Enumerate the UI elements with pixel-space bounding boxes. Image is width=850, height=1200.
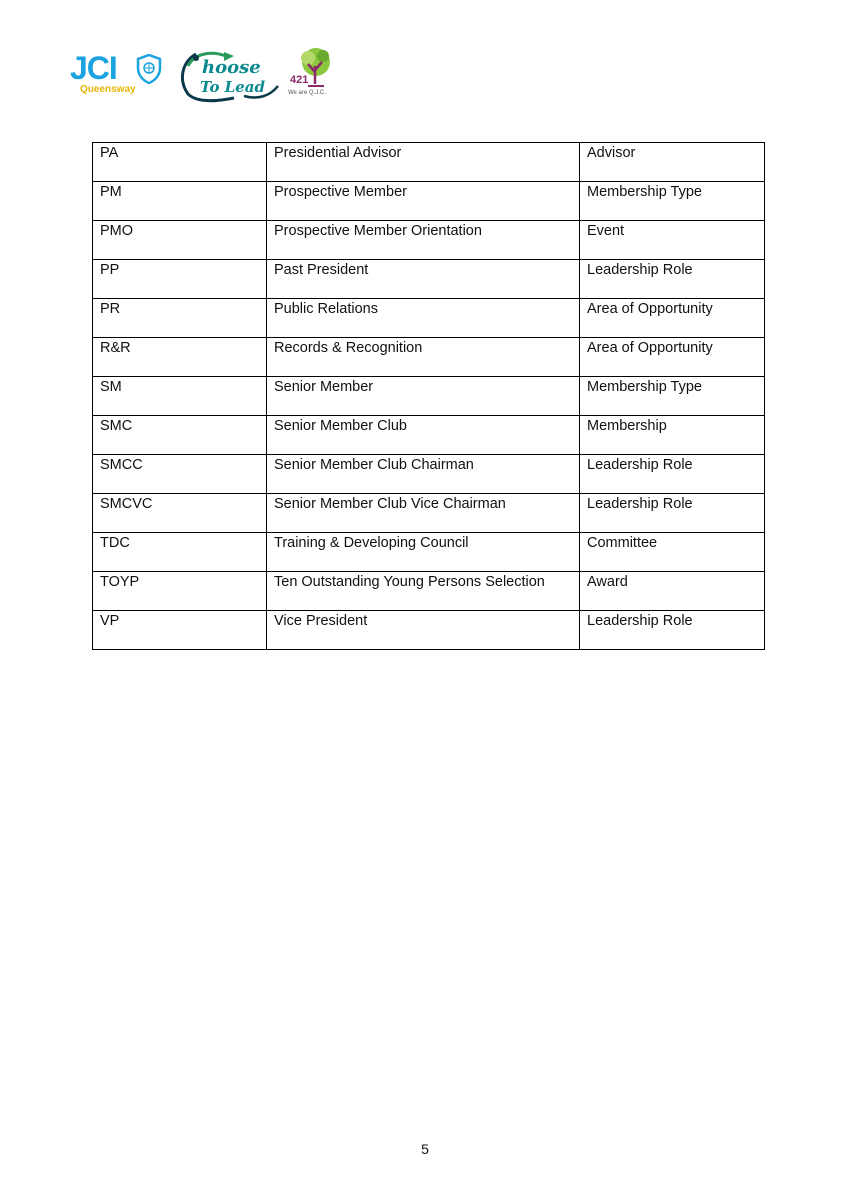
choose-to-lead-logo	[174, 46, 284, 104]
abbreviation-cell: TDC	[93, 533, 267, 572]
category-cell: Area of Opportunity	[580, 338, 765, 377]
category-cell: Membership Type	[580, 182, 765, 221]
table-row	[93, 494, 765, 533]
meaning-cell: Senior Member Club	[267, 416, 580, 455]
meaning-cell: Public Relations	[267, 299, 580, 338]
category-cell: Area of Opportunity	[580, 299, 765, 338]
tree-number: 421	[290, 74, 309, 86]
choose-text: hoose	[202, 57, 261, 78]
jci-subtitle: Queensway	[80, 84, 136, 95]
abbreviation-cell: VP	[93, 611, 267, 650]
glossary-body	[93, 143, 765, 650]
meaning-cell: Senior Member	[267, 377, 580, 416]
abbreviation-cell: PMO	[93, 221, 267, 260]
meaning-cell: Training & Developing Council	[267, 533, 580, 572]
table-row	[93, 611, 765, 650]
table-row	[93, 299, 765, 338]
jci-shield-icon	[136, 54, 162, 84]
abbreviation-cell: SMCC	[93, 455, 267, 494]
category-cell: Event	[580, 221, 765, 260]
abbreviation-cell: TOYP	[93, 572, 267, 611]
meaning-cell: Presidential Advisor	[267, 143, 580, 182]
table-row	[93, 377, 765, 416]
category-cell: Advisor	[580, 143, 765, 182]
abbreviation-cell: PA	[93, 143, 267, 182]
table-row	[93, 182, 765, 221]
table-row	[93, 221, 765, 260]
meaning-cell: Prospective Member Orientation	[267, 221, 580, 260]
meaning-cell: Vice President	[267, 611, 580, 650]
abbreviation-cell: PR	[93, 299, 267, 338]
category-cell: Leadership Role	[580, 260, 765, 299]
category-cell: Leadership Role	[580, 455, 765, 494]
meaning-cell: Prospective Member	[267, 182, 580, 221]
table-row	[93, 572, 765, 611]
abbreviation-cell: SMCVC	[93, 494, 267, 533]
category-cell: Membership Type	[580, 377, 765, 416]
meaning-cell: Ten Outstanding Young Persons Selection	[267, 572, 580, 611]
category-cell: Membership	[580, 416, 765, 455]
meaning-cell: Records & Recognition	[267, 338, 580, 377]
to-lead-text: To Lead	[200, 78, 265, 96]
abbreviation-cell: PM	[93, 182, 267, 221]
meaning-cell: Past President	[267, 260, 580, 299]
tree-logo	[286, 46, 336, 104]
category-cell: Committee	[580, 533, 765, 572]
table-row	[93, 260, 765, 299]
abbreviation-cell: SM	[93, 377, 267, 416]
category-cell: Award	[580, 572, 765, 611]
abbreviation-cell: R&R	[93, 338, 267, 377]
glossary-table	[92, 142, 765, 650]
table-row	[93, 338, 765, 377]
page-number: 5	[421, 1141, 429, 1157]
table-row	[93, 455, 765, 494]
category-cell: Leadership Role	[580, 494, 765, 533]
table-row	[93, 143, 765, 182]
jci-logo	[68, 50, 172, 100]
table-row	[93, 416, 765, 455]
jci-wordmark: JCI	[70, 50, 117, 86]
page-header	[68, 44, 368, 104]
category-cell: Leadership Role	[580, 611, 765, 650]
abbreviation-cell: SMC	[93, 416, 267, 455]
abbreviation-cell: PP	[93, 260, 267, 299]
tree-tagline: We are Q.J.C.	[288, 90, 326, 96]
table-row	[93, 533, 765, 572]
meaning-cell: Senior Member Club Vice Chairman	[267, 494, 580, 533]
meaning-cell: Senior Member Club Chairman	[267, 455, 580, 494]
